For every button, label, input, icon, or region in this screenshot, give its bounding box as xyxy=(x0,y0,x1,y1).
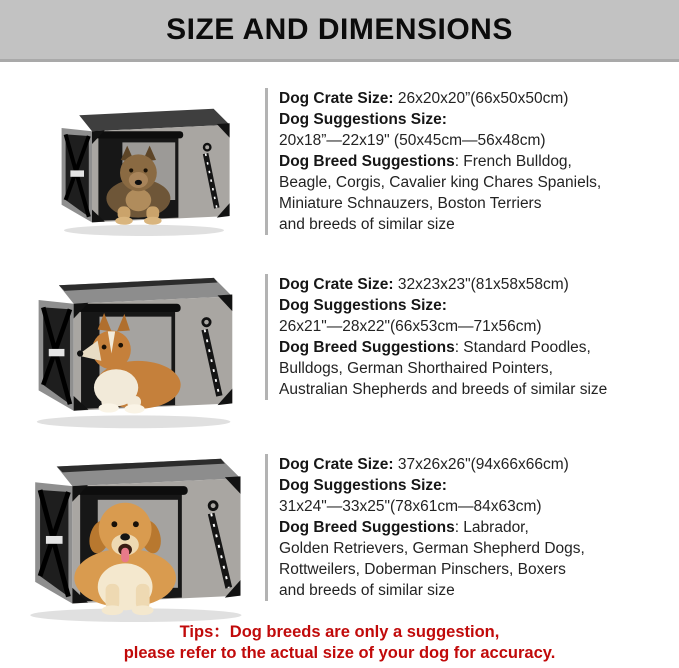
crate-photo-large xyxy=(12,447,250,623)
size-info-small xyxy=(265,88,669,235)
crate-size-label: Dog Crate Size: xyxy=(279,276,394,293)
size-info-large xyxy=(265,454,669,601)
ground-shadow xyxy=(37,415,231,428)
breed-suggestions-line: Dog Breed Suggestions: Labrador, xyxy=(279,519,529,536)
crate-photo-small xyxy=(44,95,236,241)
breed-line: Australian Shepherds and breeds of similar size xyxy=(279,381,608,398)
suggestions-size-label: Dog Suggestions Size: xyxy=(279,297,447,314)
breed-line: Golden Retrievers, German Shepherd Dogs, xyxy=(279,540,585,557)
breed-line: Bulldogs, German Shorthaired Pointers, xyxy=(279,360,553,377)
strap-buckle xyxy=(49,349,65,356)
breed-suggestions-line: Dog Breed Suggestions: French Bulldog, xyxy=(279,153,572,170)
crate-size-label: Dog Crate Size: xyxy=(279,456,394,473)
suggestions-size-label: Dog Suggestions Size: xyxy=(279,477,447,494)
breed-suggestions-line: Dog Breed Suggestions: Standard Poodles, xyxy=(279,339,591,356)
breed-line: Miniature Schnauzers, Boston Terriers xyxy=(279,195,542,212)
tips-note xyxy=(0,622,679,664)
breed-suggestions-label: Dog Breed Suggestions xyxy=(279,153,455,170)
suggestions-size-value: 31x24"—33x25"(78x61cm—84x63cm) xyxy=(279,498,542,515)
rolled-door xyxy=(95,131,183,138)
ground-shadow xyxy=(64,225,224,236)
medium-dog-crate-illustration xyxy=(16,265,242,431)
suggestions-size-value: 26x21"—28x22"(66x53cm—71x56cm) xyxy=(279,318,542,335)
breed-suggestions-label: Dog Breed Suggestions xyxy=(279,519,455,536)
rolled-door xyxy=(76,486,187,495)
tips-line-2: please refer to the actual size of your dog for accuracy. xyxy=(123,644,556,662)
page-title: SIZE AND DIMENSIONS xyxy=(166,12,513,46)
crate-size-line xyxy=(279,88,669,109)
crate-size-line xyxy=(279,274,669,295)
breed-line: and breeds of similar size xyxy=(279,582,455,599)
large-dog-crate-illustration xyxy=(12,447,250,623)
tips-line-1: Tips：Dog breeds are only a suggestion, xyxy=(179,623,500,641)
suggestions-size-value: 20x18”—22x19" (50x45cm—56x48cm) xyxy=(279,132,546,149)
breed-line: and breeds of similar size xyxy=(279,216,455,233)
crate-size-line xyxy=(279,454,669,475)
breed-line: Beagle, Corgis, Cavalier king Chares Spaniels, xyxy=(279,174,602,191)
size-info-medium xyxy=(265,274,669,400)
strap-buckle xyxy=(46,536,63,544)
crate-size-label: Dog Crate Size: xyxy=(279,90,394,107)
crate-photo-medium xyxy=(16,265,242,431)
header-banner xyxy=(0,0,679,62)
rolled-door xyxy=(77,304,180,312)
crate-size-value: 37x26x26"(94x66x66cm) xyxy=(397,456,569,473)
strap-buckle xyxy=(70,170,84,176)
small-dog-crate-illustration xyxy=(44,95,236,241)
crate-size-value: 26x20x20”(66x50x50cm) xyxy=(397,90,569,107)
crate-size-value: 32x23x23"(81x58x58cm) xyxy=(397,276,569,293)
breed-suggestions-label: Dog Breed Suggestions xyxy=(279,339,455,356)
suggestions-size-label: Dog Suggestions Size: xyxy=(279,111,447,128)
breed-line: Rottweilers, Doberman Pinschers, Boxers xyxy=(279,561,566,578)
